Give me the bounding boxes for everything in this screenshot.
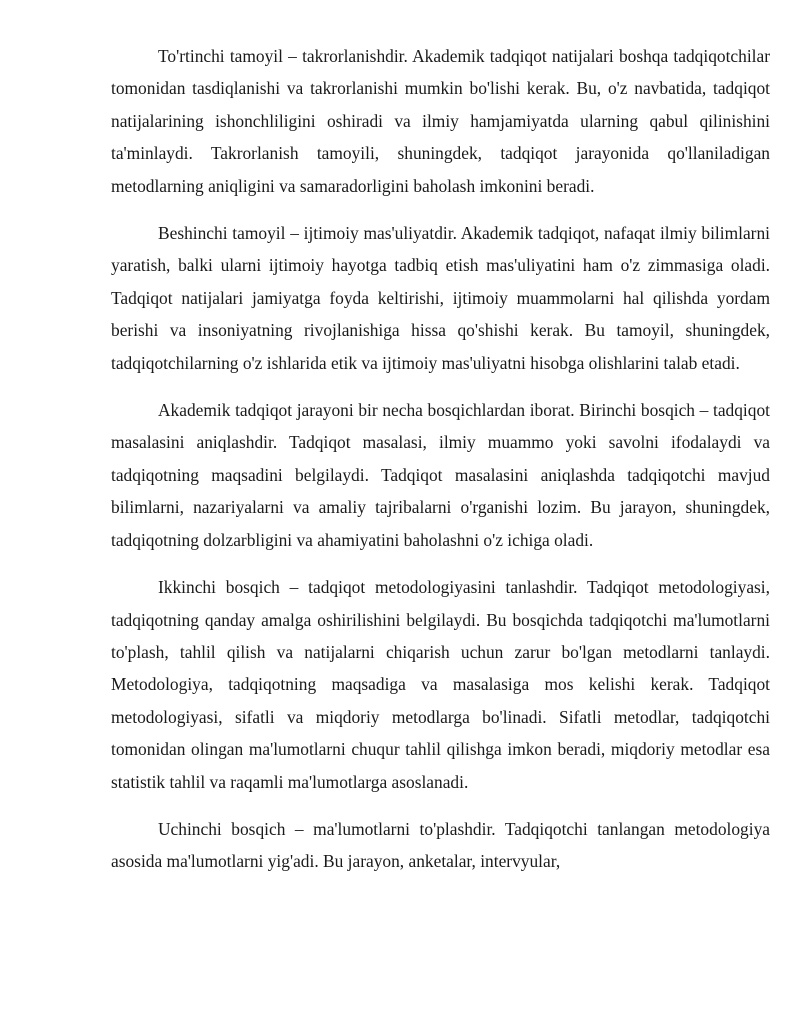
document-body (111, 40, 770, 893)
paragraph-stage-three: Uchinchi bosqich – ma'lumotlarni to'plashdir. Tadqiqotchi tanlangan metodologiya asosida ma'lumotlarni yig'adi. Bu jarayon, anketalar, intervyular, (111, 818, 770, 872)
paragraph-stage-one: Akademik tadqiqot jarayoni bir necha bosqichlardan iborat. Birinchi bosqich – tadqiqot masalasini aniqlashdir. Tadqiqot masalasi, ilmiy muammo yoki savolni ifodalaydi va tadqiqotning maqsadini belgilaydi. Tadqiqot masalasini aniqlashda tadqiqotchi mavjud bilimlarni, nazariyalarni va amaliy tajribalarni o'rganishi lozim. Bu jarayon, shuningdek, tadqiqotning dolzarbligini va ahamiyatini baholashni o'z ichiga oladi. (111, 400, 770, 550)
paragraph-principle-social-responsibility: Beshinchi tamoyil – ijtimoiy mas'uliyatdir. Akademik tadqiqot, nafaqat ilmiy bilimlarni yaratish, balki ularni ijtimoiy hayotga tadbiq etish mas'uliyatini ham o'z zimmasiga oladi. Tadqiqot natijalari jamiyatga foyda keltirishi, ijtimoiy muammolarni hal qilishda yordam berishi va insoniyatning rivojlanishiga hissa qo'shishi kerak. Bu tamoyil, shuningdek, tadqiqotchilarning o'z ishlarida etik va ijtimoiy mas'uliyatni hisobga olishlarini talab etadi. (111, 223, 770, 373)
paragraph-stage-two: Ikkinchi bosqich – tadqiqot metodologiyasini tanlashdir. Tadqiqot metodologiyasi, tadqiqotning qanday amalga oshirilishini belgilaydi. Bu bosqichda tadqiqotchi ma'lumotlarni to'plash, tahlil qilish va natijalarni chiqarish uchun zarur bo'lgan metodlarni tanlaydi. Metodologiya, tadqiqotning maqsadiga va masalasiga mos kelishi kerak. Tadqiqot metodologiyasi, sifatli va miqdoriy metodlarga bo'linadi. Sifatli metodlar, tadqiqotchi tomonidan olingan ma'lumotlarni chuqur tahlil qilishga imkon beradi, miqdoriy metodlar esa statistik tahlil va raqamli ma'lumotlarga asoslanadi. (111, 577, 770, 792)
paragraph-principle-reproducibility: To'rtinchi tamoyil – takrorlanishdir. Akademik tadqiqot natijalari boshqa tadqiqotchilar tomonidan tasdiqlanishi va takrorlanishi mumkin bo'lishi kerak. Bu, o'z navbatida, tadqiqot natijalarining ishonchliligini oshiradi va ilmiy hamjamiyatda ularning qabul qilinishini ta'minlaydi. Takrorlanish tamoyili, shuningdek, tadqiqot jarayonida qo'llaniladigan metodlarning aniqligini va samaradorligini baholash imkonini beradi. (111, 46, 770, 196)
